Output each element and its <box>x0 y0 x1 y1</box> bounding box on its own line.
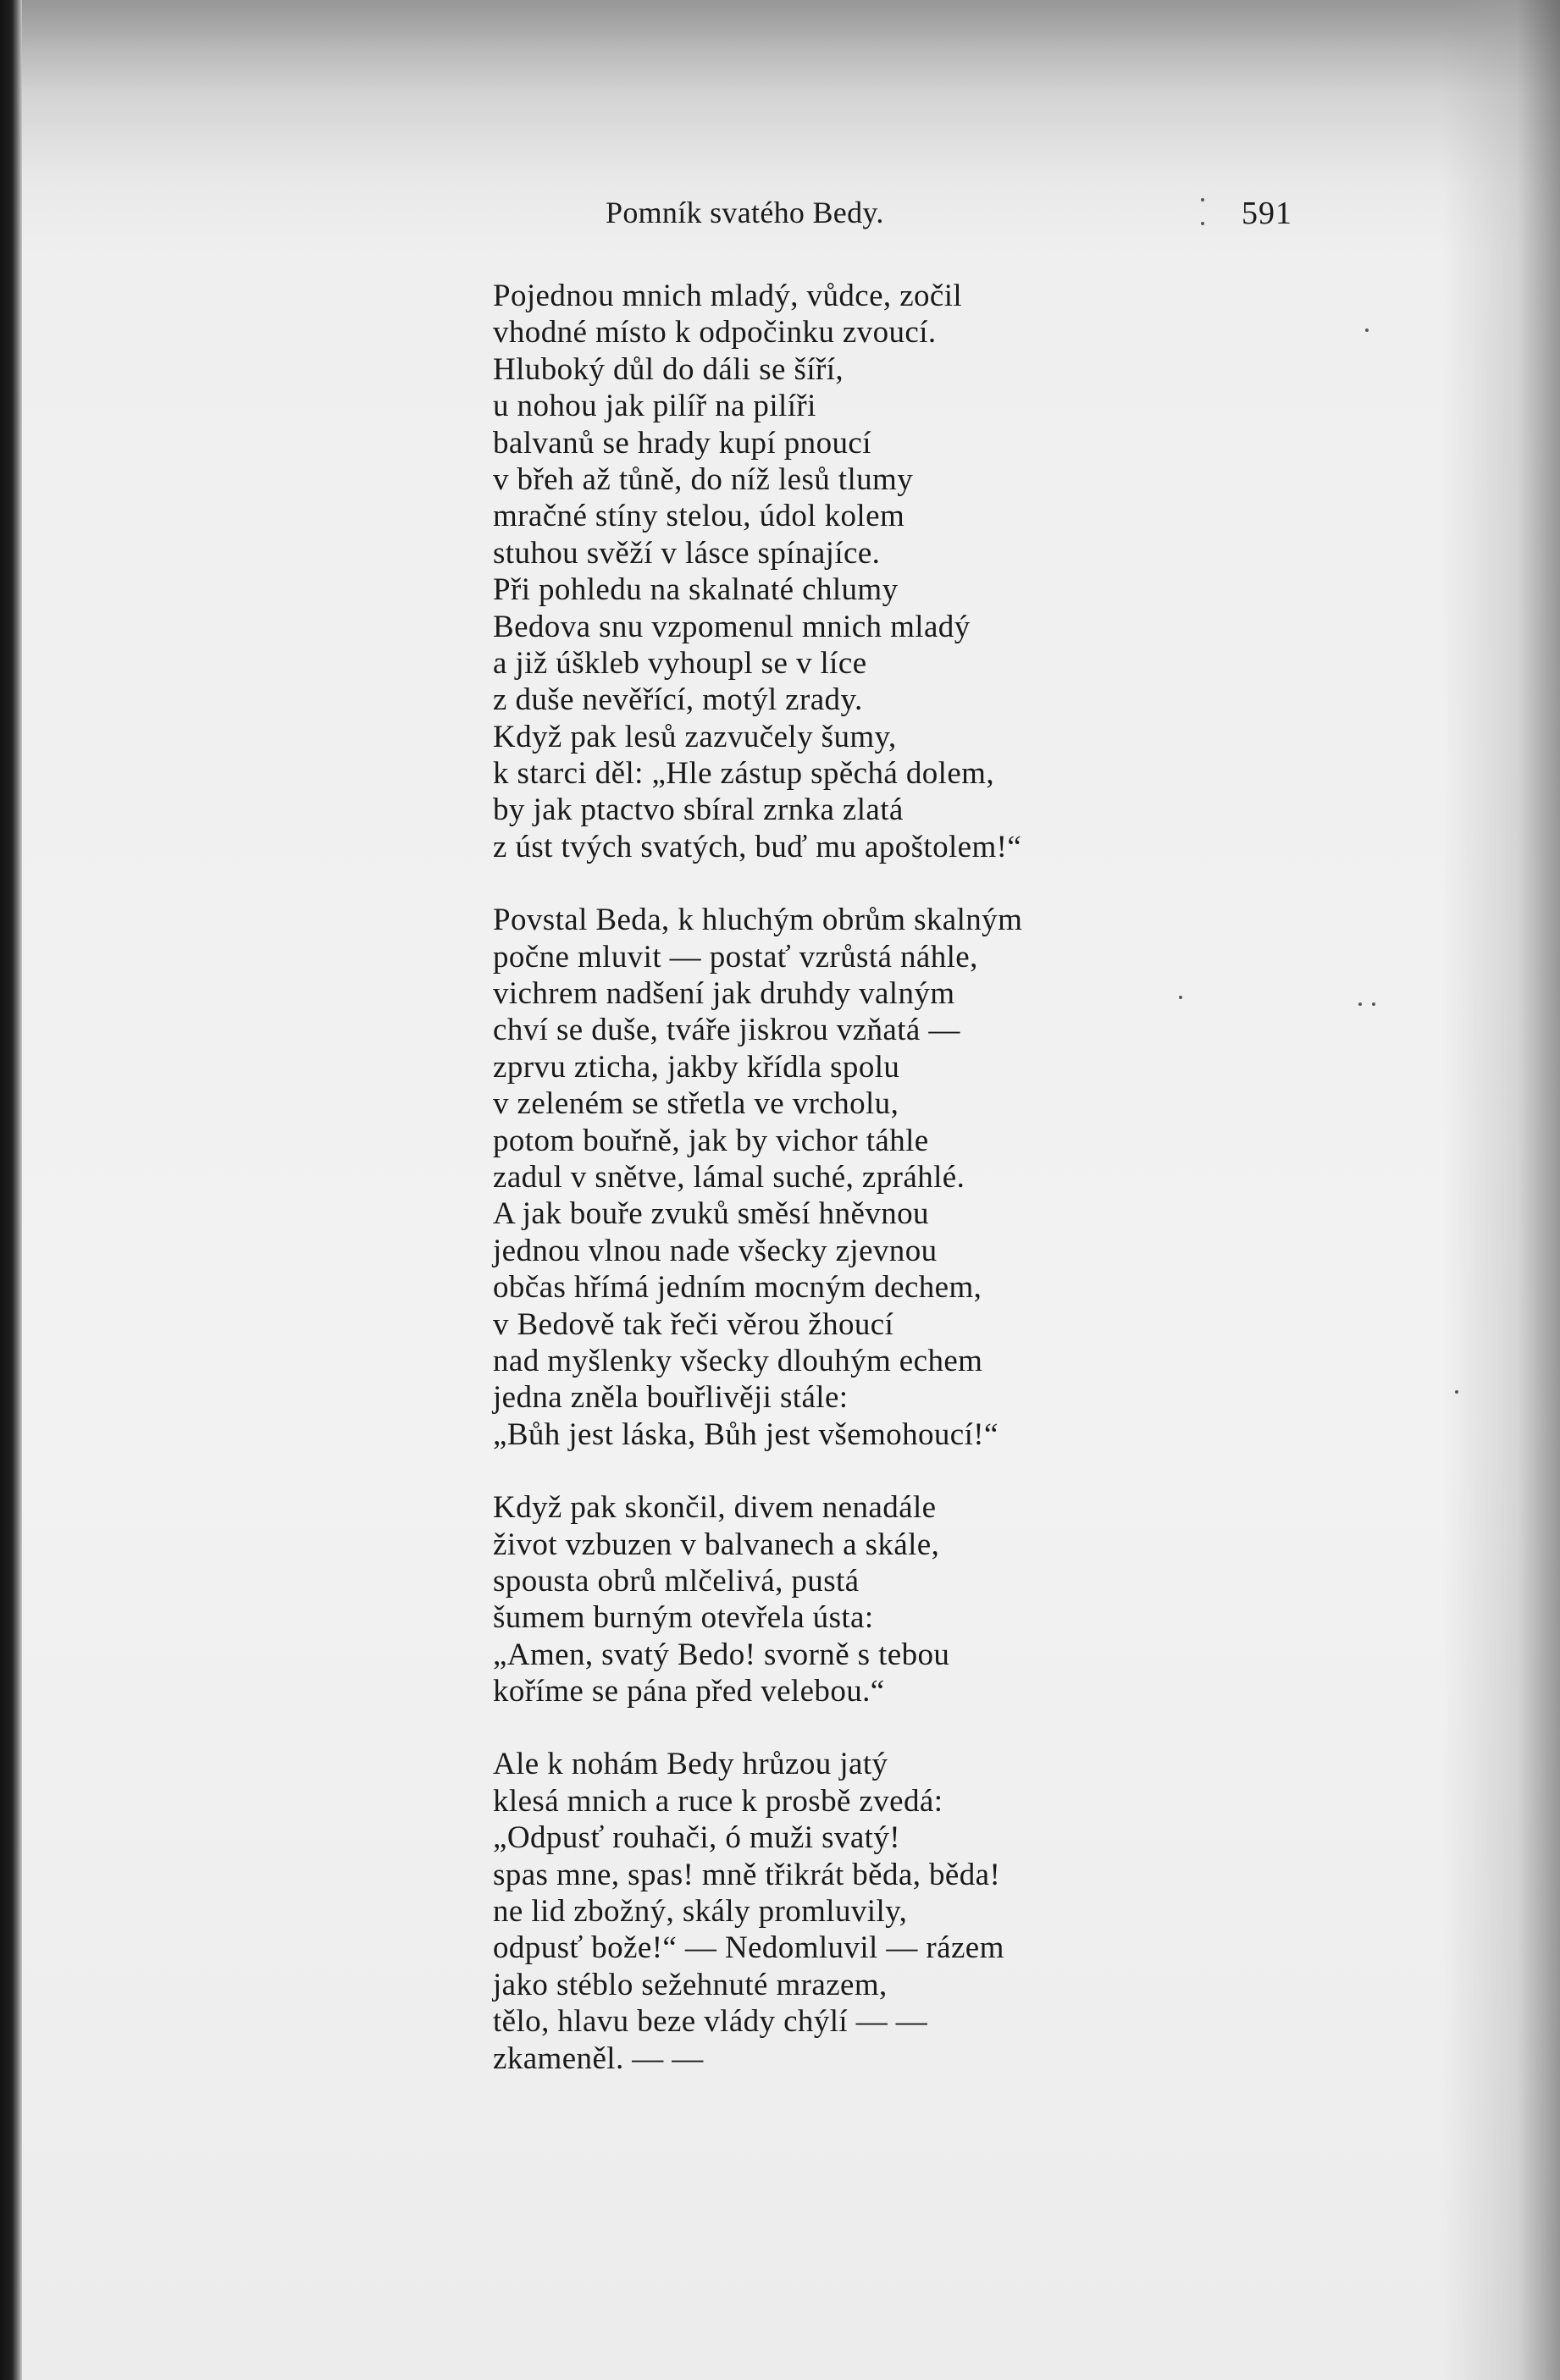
poem-line: balvanů se hrady kupí pnoucí <box>493 425 871 461</box>
poem-line: Hluboký důl do dáli se šíří, <box>493 351 844 387</box>
stanza <box>493 278 1509 865</box>
poem-line: Pojednou mnich mladý, vůdce, zočil <box>493 279 963 313</box>
poem-line: „Bůh jest láska, Bůh jest všemohoucí!“ <box>493 1416 999 1452</box>
poem-line: Když pak lesů zazvučely šumy, <box>493 719 897 754</box>
ink-speck <box>1201 198 1204 202</box>
poem-line: z úst tvých svatých, buď mu apoštolem!“ <box>493 829 1022 864</box>
poem-line: ne lid zbožný, skály promluvily, <box>493 1894 908 1930</box>
poem-line: Ale k nohám Bedy hrůzou jatý <box>493 1747 888 1782</box>
poem-line: počne mluvit — postať vzrůstá náhle, <box>493 939 978 975</box>
top-shadow <box>0 0 1560 186</box>
poem-line: odpusť bože!“ — Nedomluvil — rázem <box>493 1930 1004 1966</box>
poem-line: šumem burným otevřela ústa: <box>493 1600 874 1636</box>
poem-line: jako stéblo sežehnuté mrazem, <box>493 1967 888 2002</box>
poem-line: Povstal Beda, k hluchým obrům skalným <box>493 903 1023 938</box>
poem-line: vichrem nadšení jak druhdy valným <box>493 976 955 1012</box>
page-number: 591 <box>1242 196 1292 231</box>
poem-line: spas mne, spas! mně třikrát běda, běda! <box>493 1857 1001 1892</box>
poem-line: tělo, hlavu beze vlády chýlí — — <box>493 2004 928 2040</box>
poem-line: chví se duše, tváře jiskrou vzňatá — <box>493 1013 960 1048</box>
poem-line: a již úšklеb vyhoupl se v líce <box>493 645 867 681</box>
poem-line: občas hřímá jedním mocným dechem, <box>493 1270 982 1306</box>
poem-line: „Odpusť rouhači, ó muži svatý! <box>493 1820 900 1856</box>
poem-line: u nohou jak pilíř na pilíři <box>493 389 816 424</box>
running-title: Pomník svatého Bedy. <box>606 196 884 229</box>
poem-line: klesá mnich a ruce k prosbě zvedá: <box>493 1783 943 1819</box>
poem-line: „Amen, svatý Bedo! svorně s tebou <box>493 1637 950 1672</box>
poem-line: v Bedově tak řeči věrou žhoucí <box>493 1306 894 1342</box>
poem-line: k starci děl: „Hle zástup spěchá dolem, <box>493 756 994 792</box>
poem-line: by jak ptactvo sbíral zrnka zlatá <box>493 792 904 828</box>
poem-line: v zeleném se střetla ve vrcholu, <box>493 1086 899 1122</box>
binding-edge <box>0 0 22 2380</box>
poem-line: A jak bouře zvuků směsí hněvnou <box>493 1196 929 1232</box>
poem-line: Bedova snu vzpomenul mnich mladý <box>493 609 971 644</box>
poem-line: zkameněl. — — <box>493 2040 704 2076</box>
poem-line: Při pohledu na skalnaté chlumy <box>493 572 899 608</box>
poem-line: jedna zněla bouřlivěji stále: <box>493 1380 849 1416</box>
poem-line: stuhou svěží v lásce spínajíce. <box>493 535 881 571</box>
poem-body <box>493 278 1509 2077</box>
poem-line: Když pak skončil, divem nenadále <box>493 1490 937 1526</box>
poem-line: v břeh až tůně, do níž lesů tlumy <box>493 461 914 497</box>
stanza <box>493 1489 1509 1709</box>
poem-line: jednou vlnou nade všecky zjevnou <box>493 1233 938 1268</box>
poem-line: mračné stíny stelou, údol kolem <box>493 499 905 534</box>
poem-line: zadul v snětve, lámal suché, zpráhlé. <box>493 1159 965 1195</box>
poem-line: nad myšlenky všecky dlouhým echem <box>493 1343 983 1378</box>
stanza <box>493 1746 1509 2077</box>
stanza <box>493 902 1509 1453</box>
poem-line: vhodné místo k odpočinku zvoucí. <box>493 315 937 351</box>
ink-speck <box>1201 222 1204 225</box>
poem-line: koříme se pána před velebou.“ <box>493 1674 885 1709</box>
poem-line: potom bouřně, jak by vichor táhle <box>493 1123 929 1158</box>
poem-line: život vzbuzen v balvanech a skále, <box>493 1527 940 1562</box>
poem-line: zprvu zticha, jakby křídla spolu <box>493 1049 900 1085</box>
poem-line: z duše nevěřící, motýl zrady. <box>493 682 863 718</box>
poem-line: spousta obrů mlčelivá, pustá <box>493 1563 860 1599</box>
